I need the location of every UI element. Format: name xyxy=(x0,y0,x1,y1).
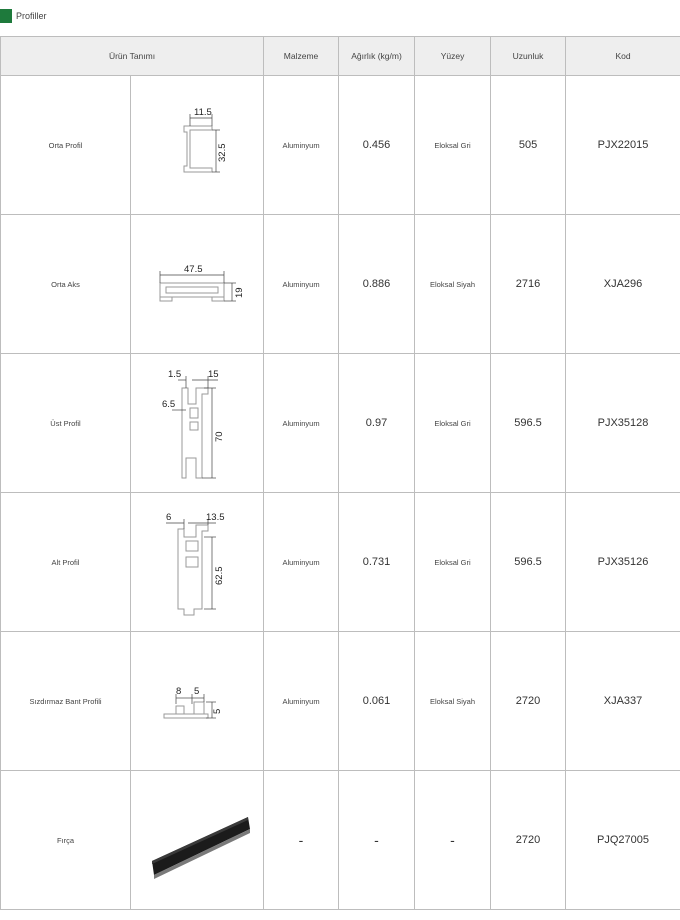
surface-value: Eloksal Siyah xyxy=(415,632,491,771)
table-row xyxy=(1,354,680,493)
dim-label: 15 xyxy=(208,369,219,380)
length-value: 2716 xyxy=(491,215,566,354)
weight-value: 0.456 xyxy=(339,76,415,215)
weight-value: 0.97 xyxy=(339,354,415,493)
dim-label: 5 xyxy=(194,686,200,697)
dim-label: 70 xyxy=(214,431,225,442)
dim-label: 47.5 xyxy=(184,264,203,275)
length-value: 596.5 xyxy=(491,354,566,493)
product-name: Alt Profil xyxy=(1,493,131,632)
code-value: XJA337 xyxy=(566,632,680,771)
profile-drawing-orta-profil xyxy=(131,76,264,215)
table-row xyxy=(1,76,680,215)
header-code: Kod xyxy=(566,37,680,76)
table-row xyxy=(1,493,680,632)
section-header xyxy=(0,8,47,24)
weight-value: 0.061 xyxy=(339,632,415,771)
table-header-row xyxy=(1,37,680,76)
material-value: - xyxy=(264,771,339,910)
dim-label: 6.5 xyxy=(162,399,176,410)
surface-value: Eloksal Gri xyxy=(415,493,491,632)
code-value: PJX22015 xyxy=(566,76,680,215)
surface-value: Eloksal Gri xyxy=(415,354,491,493)
brush-image xyxy=(131,771,264,910)
dim-label: 6 xyxy=(166,512,172,523)
dim-label: 13.5 xyxy=(206,512,225,523)
product-name: Üst Profil xyxy=(1,354,131,493)
material-value: Aluminyum xyxy=(264,215,339,354)
header-surface: Yüzey xyxy=(415,37,491,76)
dim-label: 8 xyxy=(176,686,182,697)
code-value: PJQ27005 xyxy=(566,771,680,910)
code-value: PJX35126 xyxy=(566,493,680,632)
surface-value: - xyxy=(415,771,491,910)
product-name: Orta Aks xyxy=(1,215,131,354)
table-row xyxy=(1,632,680,771)
product-name: Sızdırmaz Bant Profili xyxy=(1,632,131,771)
dim-label: 11.5 xyxy=(194,107,212,118)
header-length: Uzunluk xyxy=(491,37,566,76)
weight-value: - xyxy=(339,771,415,910)
weight-value: 0.731 xyxy=(339,493,415,632)
profile-spec-table xyxy=(0,36,680,910)
material-value: Aluminyum xyxy=(264,632,339,771)
length-value: 2720 xyxy=(491,632,566,771)
dim-label: 1.5 xyxy=(168,369,182,380)
table-row xyxy=(1,771,680,910)
profile-drawing-orta-aks xyxy=(131,215,264,354)
profile-drawing-ust-profil xyxy=(131,354,264,493)
product-name: Orta Profil xyxy=(1,76,131,215)
surface-value: Eloksal Gri xyxy=(415,76,491,215)
section-marker xyxy=(0,9,12,23)
header-material: Malzeme xyxy=(264,37,339,76)
header-product: Ürün Tanımı xyxy=(1,37,264,76)
dim-label: 19 xyxy=(234,287,245,298)
dim-label: 5 xyxy=(212,708,223,714)
length-value: 596.5 xyxy=(491,493,566,632)
dim-label: 62.5 xyxy=(214,566,225,585)
product-name: Fırça xyxy=(1,771,131,910)
material-value: Aluminyum xyxy=(264,354,339,493)
surface-value: Eloksal Siyah xyxy=(415,215,491,354)
table-row xyxy=(1,215,680,354)
weight-value: 0.886 xyxy=(339,215,415,354)
code-value: PJX35128 xyxy=(566,354,680,493)
profile-drawing-alt-profil xyxy=(131,493,264,632)
code-value: XJA296 xyxy=(566,215,680,354)
section-title: Profiller xyxy=(16,11,47,21)
material-value: Aluminyum xyxy=(264,76,339,215)
length-value: 2720 xyxy=(491,771,566,910)
material-value: Aluminyum xyxy=(264,493,339,632)
header-weight: Ağırlık (kg/m) xyxy=(339,37,415,76)
length-value: 505 xyxy=(491,76,566,215)
dim-label: 32.5 xyxy=(217,143,228,162)
profile-drawing-sizdirmaz-bant xyxy=(131,632,264,771)
